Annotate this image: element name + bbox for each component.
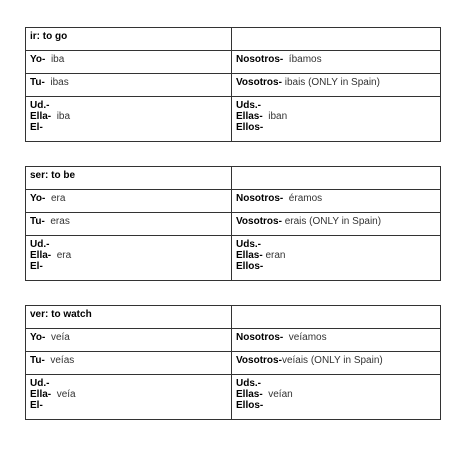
pronoun-label: Nosotros- (236, 54, 284, 65)
conjugation-table-ser (25, 166, 441, 281)
pronoun-label: Ellos- (236, 261, 264, 272)
table-row (26, 51, 441, 74)
singular-cell (26, 329, 232, 352)
table-row (26, 329, 441, 352)
table-title-row (26, 167, 441, 190)
verb-form: veíais (ONLY in Spain) (281, 355, 383, 366)
verb-title-cell (26, 167, 232, 190)
pronoun-label: Ud.- (30, 239, 50, 250)
pronoun-label: Uds.- (236, 239, 261, 250)
verb-form: iba (56, 111, 71, 122)
table-row (26, 375, 441, 420)
singular-cell (26, 236, 232, 281)
pronoun-label: Ellas- (236, 389, 263, 400)
pronoun-label: Tu- (30, 216, 45, 227)
pronoun-label: Ud.- (30, 100, 50, 111)
pronoun-label: Ella- (30, 389, 52, 400)
plural-cell (232, 51, 441, 74)
plural-cell (232, 97, 441, 142)
pronoun-label: Ella- (30, 250, 52, 261)
verb-form: íbamos (288, 54, 322, 65)
singular-cell (26, 190, 232, 213)
conjugation-table-ver (25, 305, 441, 420)
pronoun-label: Uds.- (236, 100, 261, 111)
pronoun-label: Yo- (30, 54, 46, 65)
singular-cell (26, 97, 232, 142)
pronoun-label: Ud.- (30, 378, 50, 389)
pronoun-label: El- (30, 261, 43, 272)
singular-cell (26, 51, 232, 74)
pronoun-label: Ellos- (236, 122, 264, 133)
verb-title: ver: to watch (30, 309, 92, 320)
pronoun-label: El- (30, 122, 43, 133)
verb-form: erais (ONLY in Spain) (284, 216, 382, 227)
plural-cell (232, 352, 441, 375)
empty-title-cell (232, 167, 441, 190)
pronoun-label: Ella- (30, 111, 52, 122)
pronoun-label: Tu- (30, 77, 45, 88)
conjugation-table-ir (25, 27, 441, 142)
pronoun-label: Ellas- (236, 250, 263, 261)
pronoun-label: Ellos- (236, 400, 264, 411)
verb-form: ibas (50, 77, 69, 88)
pronoun-label: Nosotros- (236, 332, 284, 343)
table-title-row (26, 306, 441, 329)
plural-cell (232, 74, 441, 97)
table-row (26, 352, 441, 375)
plural-cell (232, 375, 441, 420)
verb-form: iba (50, 54, 65, 65)
pronoun-label: Vosotros- (236, 355, 282, 366)
verb-title-cell (26, 306, 232, 329)
verb-form: veía (56, 389, 76, 400)
singular-cell (26, 213, 232, 236)
verb-form: era (50, 193, 66, 204)
verb-form: ibais (ONLY in Spain) (284, 77, 380, 88)
table-title-row (26, 28, 441, 51)
pronoun-label: Uds.- (236, 378, 261, 389)
pronoun-label: El- (30, 400, 43, 411)
verb-form: veía (50, 332, 70, 343)
verb-title-cell (26, 28, 232, 51)
pronoun-label: Yo- (30, 193, 46, 204)
table-row (26, 236, 441, 281)
verb-form: eran (265, 250, 286, 261)
table-row (26, 190, 441, 213)
verb-title: ser: to be (30, 170, 76, 181)
pronoun-label: Tu- (30, 355, 45, 366)
plural-cell (232, 236, 441, 281)
singular-cell (26, 74, 232, 97)
table-row (26, 97, 441, 142)
verb-form: éramos (288, 193, 323, 204)
plural-cell (232, 213, 441, 236)
verb-form: veían (268, 389, 293, 400)
plural-cell (232, 190, 441, 213)
empty-title-cell (232, 28, 441, 51)
pronoun-label: Vosotros- (236, 77, 282, 88)
pronoun-label: Yo- (30, 332, 46, 343)
empty-title-cell (232, 306, 441, 329)
table-row (26, 213, 441, 236)
verb-form: eras (50, 216, 70, 227)
verb-form: era (56, 250, 72, 261)
pronoun-label: Nosotros- (236, 193, 284, 204)
plural-cell (232, 329, 441, 352)
verb-form: veías (50, 355, 75, 366)
pronoun-label: Vosotros- (236, 216, 282, 227)
singular-cell (26, 352, 232, 375)
singular-cell (26, 375, 232, 420)
pronoun-label: Ellas- (236, 111, 263, 122)
verb-title: ir: to go (30, 31, 68, 42)
table-row (26, 74, 441, 97)
verb-form: iban (268, 111, 288, 122)
verb-form: veíamos (288, 332, 327, 343)
